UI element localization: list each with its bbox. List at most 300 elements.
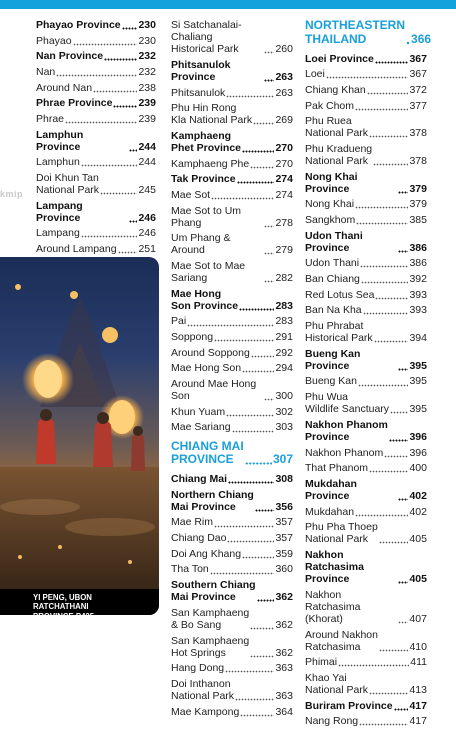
index-entry[interactable] [305, 478, 427, 502]
index-entry-page: 395 [409, 375, 427, 388]
leader-dots [187, 318, 274, 327]
leader-dots [255, 503, 275, 512]
index-entry-label: Pai [171, 315, 187, 328]
index-entry[interactable] [305, 230, 427, 254]
index-entry-label: Loei Province [305, 52, 374, 65]
index-entry-page: 230 [138, 34, 156, 47]
index-entry-page: 362 [275, 591, 293, 604]
leader-dots [264, 274, 274, 283]
index-entry[interactable] [171, 130, 293, 154]
index-entry-label: Around Mae Hong Son [171, 378, 257, 403]
index-entry[interactable] [305, 84, 427, 96]
index-entry-page: 362 [275, 646, 293, 659]
index-entry-page: 407 [409, 612, 427, 625]
index-entry-label: Ban Na Kha [305, 304, 362, 317]
leader-dots [211, 191, 274, 200]
index-entry-label: Phu Wua Wildlife Sanctuary [305, 391, 390, 416]
index-entry-page: 282 [275, 272, 293, 285]
index-entry[interactable] [305, 506, 427, 518]
index-entry-page: 405 [409, 573, 427, 586]
index-entry[interactable] [171, 516, 293, 528]
index-entry-label: Si Satchanalai-Chaliang Historical Park [171, 19, 242, 56]
index-entry[interactable] [305, 391, 427, 415]
index-entry-label: Mae Hong Son Province [171, 287, 239, 312]
index-entry-page: 378 [409, 155, 427, 167]
leader-dots [398, 492, 408, 501]
index-entry[interactable] [305, 100, 427, 112]
index-entry[interactable] [171, 563, 293, 575]
index-entry-label: Phimai [305, 656, 338, 669]
index-entry-label: Kamphaeng Phet Province [171, 129, 242, 154]
leader-dots [253, 116, 274, 125]
index-entry-page: 238 [138, 81, 156, 94]
index-entry[interactable] [305, 629, 427, 653]
index-entry-page: 367 [409, 68, 427, 81]
index-entry[interactable] [171, 662, 293, 674]
leader-dots [359, 717, 408, 726]
leader-dots [398, 362, 408, 371]
index-entry-page: 283 [275, 299, 293, 312]
index-entry-page: 364 [275, 705, 293, 718]
index-entry-label: Bueng Kan Province [305, 347, 361, 372]
leader-dots [406, 35, 410, 45]
index-entry-label: Mae Kampong [171, 705, 240, 718]
index-entry[interactable] [171, 347, 293, 359]
index-entry-label: Mae Sot [171, 188, 211, 201]
index-entry[interactable] [305, 214, 427, 226]
index-entry-label: San Kamphaeng & Bo Sang [171, 606, 250, 631]
leader-dots [375, 55, 409, 64]
leader-dots [360, 259, 408, 268]
index-entry-page: 392 [409, 273, 427, 286]
index-entry-label: Lampang [36, 227, 80, 240]
index-entry-page: 232 [138, 50, 156, 63]
index-entry[interactable] [171, 288, 293, 312]
index-entry[interactable] [305, 715, 427, 727]
index-entry-label: Chiang Khan [305, 83, 366, 96]
index-entry-page: 360 [275, 563, 293, 576]
index-entry-page: 386 [409, 241, 427, 254]
index-entry-label: Phitsanulok Province [171, 58, 231, 83]
leader-dots [210, 566, 275, 575]
index-entry-page: 263 [275, 70, 293, 83]
index-entry[interactable] [36, 97, 156, 109]
index-entry[interactable] [171, 59, 293, 83]
index-entry-page: 239 [138, 112, 156, 125]
index-entry-page: 283 [275, 315, 293, 328]
index-entry-page: 372 [409, 83, 427, 96]
leader-dots [81, 229, 138, 238]
index-entry-page: 410 [409, 640, 427, 653]
index-column-3 [305, 18, 432, 731]
index-entry-label: Phayao Province [36, 19, 121, 31]
index-entry[interactable] [305, 143, 427, 167]
index-entry-label: Mae Rim [171, 516, 214, 529]
index-entry[interactable] [171, 19, 293, 55]
index-entry-label: Around Soppong [171, 346, 250, 359]
index-entry-page: 230 [138, 19, 156, 31]
leader-dots [390, 405, 408, 414]
index-entry[interactable] [171, 87, 293, 99]
index-entry[interactable] [171, 706, 293, 718]
index-entry[interactable] [171, 331, 293, 343]
side-strip-text: kmip [0, 189, 24, 199]
index-entry[interactable] [171, 532, 293, 544]
index-entry[interactable] [36, 50, 156, 62]
leader-dots [129, 143, 137, 152]
lantern-festival-photo [0, 257, 159, 615]
index-entry-page: 269 [275, 114, 293, 127]
index-entry[interactable] [305, 320, 427, 344]
section-heading-page: 307 [272, 452, 293, 467]
index-entry-page: 244 [138, 140, 156, 153]
index-entry[interactable] [171, 421, 293, 433]
index-entry[interactable] [171, 260, 293, 284]
index-entry-label: Kamphaeng Phe [171, 157, 250, 170]
index-entry-label: Sangkhom [305, 214, 356, 227]
index-entry-page: 308 [275, 473, 293, 486]
index-entry-label: Mae Sot to Mae Sariang [171, 260, 246, 285]
index-entry-label: Lamphun [36, 156, 80, 169]
index-entry-page: 239 [138, 97, 156, 110]
leader-dots [379, 535, 409, 544]
leader-dots [251, 349, 275, 358]
leader-dots [355, 102, 408, 111]
photo-caption: YI PENG, UBON RATCHATHANI PROVINCE P425 [33, 593, 95, 621]
leader-dots [358, 378, 409, 387]
index-entry-label: Nong Khai Province [305, 170, 358, 195]
index-entry-label: Phrae [36, 112, 65, 125]
leader-dots [355, 508, 408, 517]
index-entry[interactable] [305, 462, 427, 474]
leader-dots [240, 708, 274, 717]
leader-dots [250, 621, 274, 630]
index-entry-label: Chiang Dao [171, 532, 227, 545]
index-entry-label: Nakhon Phanom Province [305, 418, 388, 443]
index-entry-page: 274 [275, 173, 293, 186]
index-entry-label: Doi Khun Tan National Park [36, 171, 100, 197]
index-entry[interactable] [305, 700, 427, 712]
leader-dots [226, 408, 274, 417]
index-entry[interactable] [171, 315, 293, 327]
leader-dots [356, 216, 408, 225]
index-entry-page: 302 [275, 405, 293, 418]
leader-dots [235, 692, 274, 701]
index-entry-page: 411 [410, 656, 427, 669]
index-entry-page: 278 [275, 216, 293, 229]
leader-dots [398, 575, 408, 584]
index-entry-page: 379 [409, 198, 427, 211]
index-entry-label: Tak Province [171, 173, 236, 186]
index-entry[interactable] [171, 489, 293, 513]
index-entry[interactable] [305, 656, 427, 668]
leader-dots [245, 455, 272, 465]
index-entry[interactable] [305, 375, 427, 387]
index-entry-label: Phrae Province [36, 97, 113, 110]
index-entry[interactable] [305, 68, 427, 80]
index-entry[interactable] [305, 419, 427, 443]
index-entry-page: 270 [275, 157, 293, 170]
index-entry[interactable] [36, 156, 156, 168]
index-entry-label: Mukdahan Province [305, 477, 357, 502]
index-entry[interactable] [171, 205, 293, 229]
leader-dots [250, 160, 274, 169]
leader-dots [242, 550, 274, 559]
leader-dots [214, 519, 274, 528]
index-entry-page: 362 [275, 618, 293, 631]
index-entry-label: Nan [36, 65, 56, 78]
index-entry[interactable] [171, 406, 293, 418]
index-entry[interactable] [305, 348, 427, 372]
leader-dots [326, 70, 409, 79]
index-entry[interactable] [171, 548, 293, 560]
index-entry[interactable] [171, 158, 293, 170]
section-heading-chiang-mai[interactable] [171, 440, 293, 468]
index-entry-label: Tha Ton [171, 563, 209, 576]
index-entry-page: 405 [409, 533, 427, 546]
index-entry[interactable] [36, 172, 156, 196]
index-entry[interactable] [171, 173, 293, 185]
index-entry-page: 402 [409, 489, 427, 502]
leader-dots [379, 643, 409, 652]
index-entry-page: 246 [138, 211, 156, 224]
index-entry-page: 386 [409, 257, 427, 270]
index-entry[interactable] [305, 198, 427, 210]
lantern-festival-illustration [0, 257, 159, 615]
leader-dots [227, 534, 274, 543]
index-entry-page: 417 [409, 715, 427, 728]
index-entry[interactable] [305, 289, 427, 301]
leader-dots [264, 45, 274, 54]
index-entry-page: 263 [275, 86, 293, 99]
leader-dots [398, 244, 408, 253]
leader-dots [257, 593, 275, 602]
section-heading-label: NORTHEASTERN THAILAND [305, 18, 406, 46]
index-entry-page: 393 [409, 288, 427, 301]
top-accent-bar [0, 0, 456, 9]
index-entry-page: 260 [275, 43, 293, 56]
index-entry-page: 379 [409, 182, 427, 195]
leader-dots [373, 157, 408, 166]
index-entry-label: Southern Chiang Mai Province [171, 579, 256, 604]
index-entry[interactable] [171, 473, 293, 485]
index-entry-label: Doi Inthanon National Park [171, 677, 235, 702]
index-entry-page: 400 [409, 462, 427, 475]
index-entry[interactable] [36, 243, 156, 255]
leader-dots [242, 364, 274, 373]
leader-dots [226, 89, 274, 98]
index-entry[interactable] [36, 129, 156, 153]
index-entry-label: Lampang Province [36, 199, 83, 224]
index-entry-page: 378 [409, 127, 427, 140]
index-entry-page: 232 [138, 65, 156, 78]
index-entry-page: 393 [409, 304, 427, 317]
index-entry-label: Nakhon Ratchasima Province [305, 548, 364, 586]
section-heading-page: 366 [411, 31, 432, 46]
index-entry-label: Doi Ang Khang [171, 547, 242, 560]
leader-dots [65, 115, 137, 124]
section-heading-northeastern-thailand[interactable] [305, 18, 432, 47]
index-entry[interactable] [305, 53, 427, 65]
index-entry-label: Buriram Province [305, 699, 393, 712]
index-entry-page: 363 [275, 689, 293, 702]
index-entry-page: 394 [409, 332, 427, 345]
leader-dots [389, 433, 409, 442]
index-entry-label: Phu Kradueng National Park [305, 142, 373, 167]
index-entry[interactable] [36, 200, 156, 224]
leader-dots [118, 245, 138, 254]
index-entry[interactable] [305, 447, 427, 459]
leader-dots [398, 615, 408, 624]
index-entry[interactable] [171, 102, 293, 126]
index-entry-label: San Kamphaeng Hot Springs [171, 634, 250, 659]
index-entry-label: Hang Dong [171, 662, 225, 675]
index-entry-label: Chiang Mai [171, 473, 228, 486]
index-entry-page: 377 [409, 99, 427, 112]
index-entry-page: 270 [275, 141, 293, 154]
leader-dots [264, 392, 274, 401]
index-entry[interactable] [305, 257, 427, 269]
index-entry-label: Soppong [171, 331, 214, 344]
leader-dots [232, 424, 275, 433]
index-entry[interactable] [171, 362, 293, 374]
index-entry-label: Mae Sot to Um Phang [171, 204, 242, 229]
index-entry-label: Udon Thani Province [305, 229, 363, 254]
index-entry[interactable] [171, 678, 293, 702]
index-entry[interactable] [305, 589, 427, 625]
index-entry-page: 402 [409, 505, 427, 518]
leader-dots [113, 99, 137, 108]
index-entry-page: 417 [409, 699, 427, 712]
leader-dots [100, 186, 137, 195]
index-entry[interactable] [305, 549, 427, 585]
leader-dots [56, 68, 137, 77]
index-entry-label: Phitsanulok [171, 86, 226, 99]
index-entry-label: Phu Ruea National Park [305, 115, 369, 140]
leader-dots [375, 291, 408, 300]
leader-dots [81, 158, 138, 167]
index-entry-label: Around Lampang [36, 243, 117, 256]
leader-dots [363, 306, 409, 315]
index-entry-page: 291 [275, 331, 293, 344]
index-entry[interactable] [171, 579, 293, 603]
leader-dots [369, 129, 408, 138]
leader-dots [228, 475, 274, 484]
index-entry-label: Around Nan [36, 81, 93, 94]
leader-dots [73, 37, 138, 46]
leader-dots [237, 175, 275, 184]
leader-dots [239, 302, 274, 311]
leader-dots [225, 664, 274, 673]
index-entry-label: Around Nakhon Ratchasima [305, 628, 378, 653]
leader-dots [384, 449, 408, 458]
index-entry[interactable] [36, 35, 156, 47]
index-column-2 [171, 19, 293, 721]
index-entry-page: 251 [138, 243, 156, 256]
index-entry-label: Udon Thani [305, 257, 360, 270]
leader-dots [361, 275, 409, 284]
index-entry-page: 396 [409, 430, 427, 443]
leader-dots [93, 84, 137, 93]
index-entry-label: Mukdahan [305, 505, 355, 518]
index-entry[interactable] [36, 82, 156, 94]
index-entry-page: 395 [409, 359, 427, 372]
index-entry[interactable] [171, 635, 293, 659]
index-entry[interactable] [36, 113, 156, 125]
index-entry-label: Phu Phrabat Historical Park [305, 320, 373, 345]
index-entry[interactable] [171, 378, 293, 402]
leader-dots [264, 246, 274, 255]
index-entry-page: 367 [409, 52, 427, 65]
index-entry-page: 244 [138, 156, 156, 169]
index-entry[interactable] [36, 19, 156, 31]
index-entry-label: Bueng Kan [305, 375, 357, 388]
index-entry[interactable] [171, 189, 293, 201]
index-entry-label: Mae Sariang [171, 421, 231, 434]
index-entry-page: 385 [409, 214, 427, 227]
leader-dots [369, 686, 408, 695]
leader-dots [214, 333, 274, 342]
index-entry-page: 246 [138, 227, 156, 240]
index-entry-label: Loei [305, 68, 325, 81]
leader-dots [374, 334, 409, 343]
index-entry[interactable] [36, 66, 156, 78]
index-entry-page: 279 [275, 244, 293, 257]
index-entry[interactable] [305, 115, 427, 139]
index-entry-label: Phu Pha Thoep National Park [305, 521, 378, 546]
leader-dots [338, 658, 409, 667]
index-entry[interactable] [305, 171, 427, 195]
index-entry-label: Khun Yuam [171, 405, 226, 418]
index-entry-page: 292 [275, 346, 293, 359]
index-entry-label: Phu Hin Rong Kla National Park [171, 102, 253, 127]
index-entry[interactable] [36, 227, 156, 239]
index-entry-page: 300 [275, 390, 293, 403]
index-entry-label: Nakhon Ratchasima (Khorat) [305, 588, 361, 625]
index-entry-label: Phayao [36, 34, 72, 47]
index-entry-page: 363 [275, 662, 293, 675]
index-entry-label: Northern Chiang Mai Province [171, 488, 254, 513]
index-entry[interactable] [171, 607, 293, 631]
index-entry-page: 413 [409, 683, 427, 696]
index-entry-label: That Phanom [305, 462, 369, 475]
index-entry[interactable] [305, 672, 427, 696]
leader-dots [355, 200, 408, 209]
index-entry[interactable] [171, 232, 293, 256]
index-entry-page: 356 [275, 500, 293, 513]
index-entry[interactable] [305, 304, 427, 316]
index-entry-page: 357 [275, 516, 293, 529]
index-entry-label: Lamphun Province [36, 128, 84, 153]
index-entry-label: Nong Khai [305, 198, 355, 211]
index-entry-page: 294 [275, 362, 293, 375]
leader-dots [129, 214, 137, 223]
index-entry-label: Nan Province [36, 50, 104, 63]
index-entry-page: 357 [275, 532, 293, 545]
index-entry-label: Pak Chom [305, 99, 355, 112]
leader-dots [242, 144, 274, 153]
index-entry[interactable] [305, 273, 427, 285]
index-entry-page: 245 [138, 184, 156, 197]
index-entry-page: 395 [409, 403, 427, 416]
leader-dots [122, 21, 138, 30]
index-entry-page: 396 [409, 446, 427, 459]
index-entry-label: Khao Yai National Park [305, 671, 369, 696]
index-entry-page: 303 [275, 421, 293, 434]
index-entry-label: Nang Rong [305, 715, 359, 728]
leader-dots [250, 649, 274, 658]
index-entry[interactable] [305, 521, 427, 545]
